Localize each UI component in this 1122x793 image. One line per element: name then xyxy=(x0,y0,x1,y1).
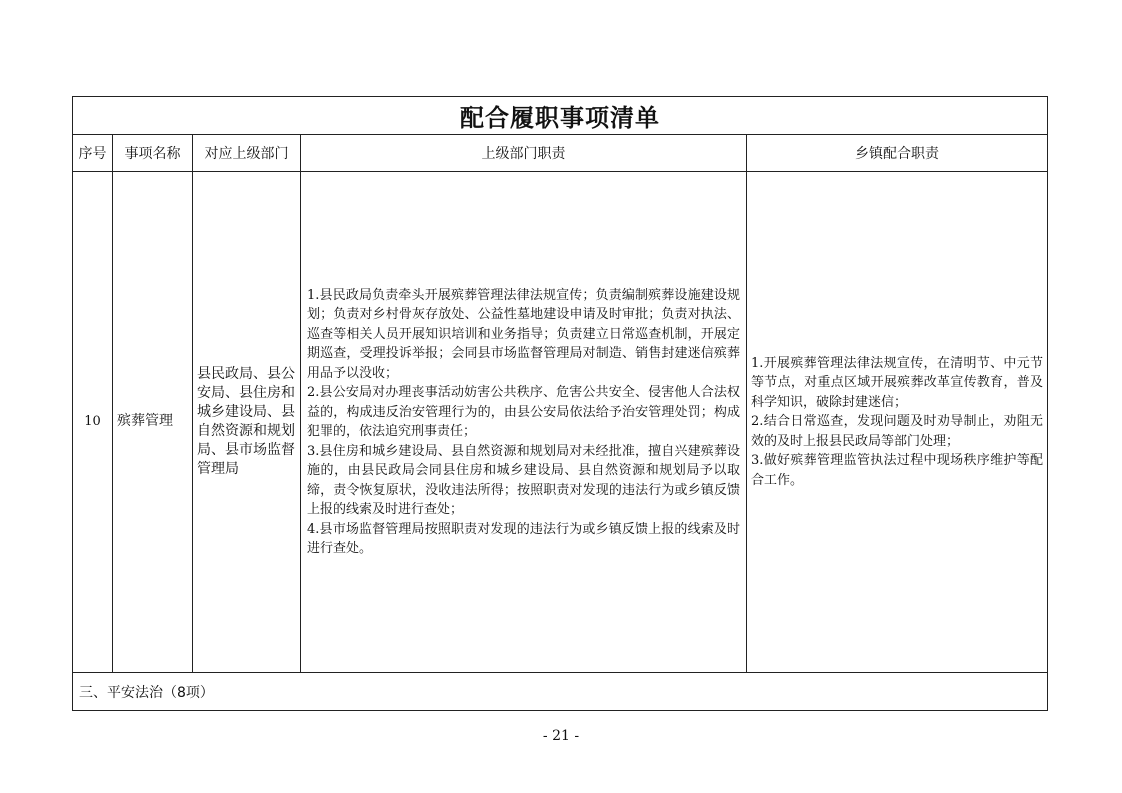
town-duty-item-1: 1.开展殡葬管理法律法规宣传，在清明节、中元节等节点，对重点区域开展殡葬改革宣传教育，普及科学知识，破除封建迷信； xyxy=(751,355,1044,410)
header-name: 事项名称 xyxy=(113,135,193,172)
town-duty-item-3: 3.做好殡葬管理监管执法过程中现场秩序维护等配合工作。 xyxy=(751,453,1044,488)
title-row xyxy=(73,97,1048,135)
table-row xyxy=(73,172,1048,673)
duty-item-4: 4.县市场监督管理局按照职责对发现的违法行为或乡镇反馈上报的线索及时进行查处。 xyxy=(307,521,740,556)
row-dept: 县民政局、县公安局、县住房和城乡建设局、县自然资源和规划局、县市场监督管理局 xyxy=(193,172,301,673)
section-heading: 三、平安法治（8项） xyxy=(73,673,1048,711)
page-number: - 21 - xyxy=(542,728,580,744)
table-title: 配合履职事项清单 xyxy=(73,97,1048,135)
duty-item-2: 2.县公安局对办理丧事活动妨害公共秩序、危害公共安全、侵害他人合法权益的，构成违反治安管理行为的，由县公安局依法给予治安管理处罚；构成犯罪的，依法追究刑事责任； xyxy=(307,385,740,439)
row-duties xyxy=(301,172,747,673)
section-row xyxy=(73,673,1048,711)
duty-table xyxy=(72,96,1048,711)
row-seq: 10 xyxy=(73,172,113,673)
duty-item-1: 1.县民政局负责牵头开展殡葬管理法律法规宣传；负责编制殡葬设施建设规划；负责对乡村骨灰存放处、公益性墓地建设申请及时审批；负责对执法、巡查等相关人员开展知识培训和业务指导；负责建立日常巡查机制，开展定期巡查，受理投诉举报；会同县市场监督管理局对制造、销售封建迷信殡葬用品予以没收； xyxy=(307,287,740,381)
header-row xyxy=(73,135,1048,172)
header-dept: 对应上级部门 xyxy=(193,135,301,172)
duty-item-3: 3.县住房和城乡建设局、县自然资源和规划局对未经批准，擅自兴建殡葬设施的，由县民政局会同县住房和城乡建设局、县自然资源和规划局予以取缔，责令恢复原状，没收违法所得；按照职责对发现的违法行为或乡镇反馈上报的线索及时进行查处； xyxy=(307,443,740,517)
town-duty-item-2: 2.结合日常巡查，发现问题及时劝导制止，劝阻无效的及时上报县民政局等部门处理； xyxy=(751,414,1044,449)
header-town: 乡镇配合职责 xyxy=(747,135,1048,172)
row-name: 殡葬管理 xyxy=(113,172,193,673)
header-seq: 序号 xyxy=(73,135,113,172)
header-duty: 上级部门职责 xyxy=(301,135,747,172)
row-town-duties xyxy=(747,172,1048,673)
